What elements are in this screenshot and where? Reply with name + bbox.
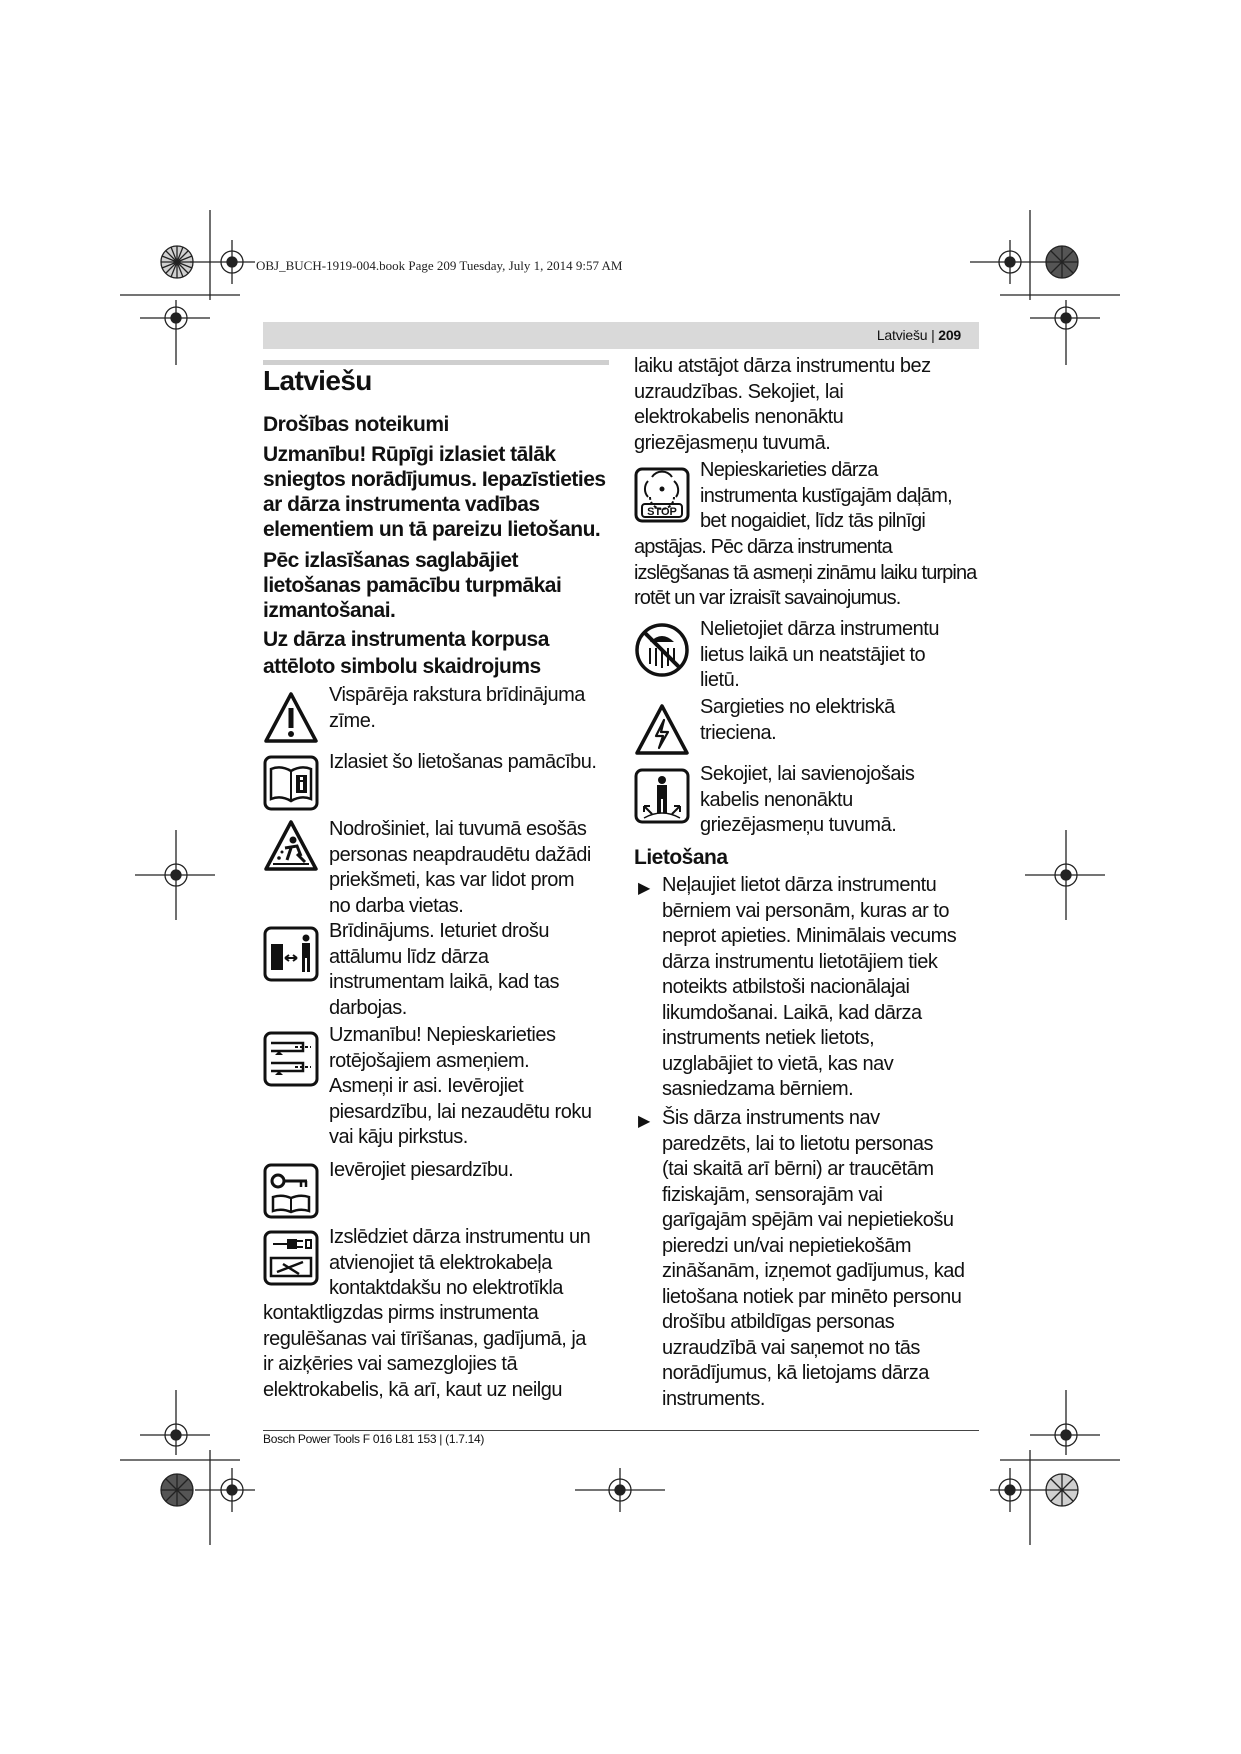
symbol-description-continuation <box>634 535 976 612</box>
text-line: attālumu līdz dārza <box>329 945 489 968</box>
text-line: norādījumus, kā lietojams dārza <box>662 1362 929 1384</box>
text-line: dārza instrumentu lietotājiem tiek <box>662 950 938 973</box>
text-line: regulēšanas vai tīrīšanas, gadījumā, ja <box>263 1327 586 1350</box>
page-number: 209 <box>938 327 961 343</box>
symbol-description <box>329 817 591 919</box>
text-line: Šis dārza instruments nav <box>662 1107 880 1129</box>
warning-triangle-icon <box>263 690 319 746</box>
continued-paragraph <box>634 354 931 456</box>
crosshair-icon <box>1030 1390 1100 1455</box>
text-line: elektrokabelis, kā arī, kaut uz neilgu <box>263 1378 562 1401</box>
text-line: Nodrošiniet, lai tuvumā esošās <box>329 818 587 840</box>
text-line: ir aizķēries vai samezglojies tā <box>263 1353 518 1375</box>
text-line: darbojas. <box>329 996 407 1019</box>
text-line: Uz dārza instrumenta korpusa <box>263 628 549 651</box>
text-line: izslēgšanas tā asmeņi zināmu laiku turpina <box>634 561 977 584</box>
symbol-description <box>700 458 952 535</box>
unplug-icon <box>263 1230 319 1286</box>
footer-rule <box>263 1430 979 1431</box>
text-line: (tai skaitā arī bērni) ar traucētām <box>662 1158 934 1180</box>
color-sunburst-icon <box>1046 246 1078 278</box>
stop-blades-icon <box>634 467 690 523</box>
warning-paragraph <box>263 442 606 542</box>
text-line: uzraudzībā vai saņemot no tās <box>662 1336 920 1359</box>
text-line: uzglabājiet to vietā, kas nav <box>662 1052 894 1075</box>
text-line: paredzēts, lai to lietotu personas <box>662 1132 933 1155</box>
text-line: fiziskajām, sensorajām vai <box>662 1183 883 1206</box>
electric-shock-icon <box>634 702 690 758</box>
color-sunburst-icon <box>1046 1474 1078 1506</box>
text-line: drošību atbildīgas personas <box>662 1311 895 1333</box>
caution-manual-icon <box>263 1163 319 1219</box>
text-line: elementiem un tā pareizu lietošanu. <box>263 518 601 541</box>
running-header <box>263 322 979 349</box>
symbol-description <box>329 750 597 776</box>
text-line: atvienojiet tā elektrokabeļa <box>329 1251 552 1274</box>
no-rain-icon <box>634 622 690 678</box>
text-line: priekšmeti, kas var lidot prom <box>329 869 575 891</box>
symbol-description <box>329 1158 513 1184</box>
color-sunburst-icon <box>161 246 193 278</box>
text-line: garīgajām spējām vai nepietiekošu <box>662 1209 954 1231</box>
safe-distance-icon <box>263 926 319 982</box>
text-line: griezējasmeņu tuvumā. <box>700 814 897 836</box>
text-line: no darba vietas. <box>329 894 464 917</box>
text-line: neprot apieties. Minimālais vecums <box>662 925 957 947</box>
text-line: instruments. <box>662 1387 765 1410</box>
header-separator: | <box>931 327 935 343</box>
symbol-description-continuation <box>263 1301 586 1403</box>
flying-debris-icon <box>263 818 319 874</box>
text-line: Sargieties no elektriskā <box>700 696 895 718</box>
text-line: apstājas. Pēc dārza instrumenta <box>634 536 892 558</box>
crosshair-icon <box>990 1468 1050 1512</box>
print-slug-line: OBJ_BUCH-1919-004.book Page 209 Tuesday, July 1, 2014 9:57 AM <box>256 258 623 273</box>
text-line: sasniedzama bērniem. <box>662 1078 854 1100</box>
crosshair-icon <box>1030 300 1100 365</box>
text-line: kabelis nenonāktu <box>700 788 853 811</box>
text-line: lietošanas pamācību turpmākai <box>263 574 562 597</box>
text-line: Pēc izlasīšanas saglabājiet <box>263 549 518 572</box>
text-line: Uzmanību! Rūpīgi izlasiet tālāk <box>263 443 556 466</box>
text-line: likumdošanai. Laikā, kad dārza <box>662 1001 922 1024</box>
text-line: piesardzību, lai nezaudētu roku <box>329 1100 592 1123</box>
cable-away-icon <box>634 768 690 824</box>
crosshair-icon <box>135 830 215 920</box>
header-language: Latviešu <box>876 327 928 343</box>
read-manual-icon <box>263 755 319 811</box>
text-line: pieredzi un/vai nepietiekošām <box>662 1234 911 1257</box>
text-line: instruments netiek lietots, <box>662 1027 875 1049</box>
crosshair-icon <box>190 240 255 284</box>
text-line: laiku atstājot dārza instrumentu bez <box>634 355 931 377</box>
text-line: Asmeņi ir asi. Ievērojiet <box>329 1075 524 1097</box>
crosshair-icon <box>195 1468 255 1512</box>
text-line: noteikts atbilstoši nacionālajai <box>662 976 910 998</box>
symbol-description <box>329 1023 591 1151</box>
text-line: lietošana notiek par minēto personu <box>662 1285 962 1308</box>
text-line: ar dārza instrumenta vadības <box>263 493 540 516</box>
text-line: Izslēdziet dārza instrumentu un <box>329 1226 591 1248</box>
text-line: rotējošajiem asmeņiem. <box>329 1049 530 1072</box>
storage-paragraph <box>263 548 561 623</box>
text-line: griezējasmeņu tuvumā. <box>634 431 831 454</box>
stop-badge-text: STOP <box>647 506 677 518</box>
symbols-heading <box>263 626 549 680</box>
text-line: vai kāju pirkstus. <box>329 1126 468 1148</box>
list-item <box>662 1106 965 1412</box>
crosshair-icon <box>140 300 210 365</box>
text-line: personas neapdraudētu dažādi <box>329 843 591 866</box>
text-line: Nepieskarieties dārza <box>700 459 878 481</box>
text-line: Ievērojiet piesardzību. <box>329 1159 514 1181</box>
page-title: Latviešu <box>263 365 372 396</box>
bullet-arrow-icon: ▶ <box>638 880 651 897</box>
bullet-arrow-icon: ▶ <box>638 1113 651 1130</box>
text-line: instrumenta kustīgajām daļām, <box>700 484 953 507</box>
text-line: Brīdinājums. Ieturiet drošu <box>329 920 549 942</box>
usage-heading: Lietošana <box>634 846 728 869</box>
text-line: lietus laikā un neatstājiet to <box>700 643 926 666</box>
text-line: kontaktligzdas pirms instrumenta <box>263 1302 539 1324</box>
footer-text: Bosch Power Tools F 016 L81 153 | (1.7.14) <box>263 1432 485 1446</box>
symbol-description <box>700 762 914 839</box>
text-line: elektrokabelis nenonāktu <box>634 406 844 428</box>
text-line: zīme. <box>329 709 376 732</box>
text-line: bet nogaidiet, līdz tās pilnīgi <box>700 510 926 532</box>
crosshair-icon <box>140 1390 210 1455</box>
header-page-label <box>877 327 961 343</box>
text-line: attēloto simbolu skaidrojums <box>263 655 541 678</box>
text-line: Izlasiet šo lietošanas pamācību. <box>329 751 597 773</box>
symbol-description <box>700 617 939 694</box>
text-line: izmantošanai. <box>263 599 396 622</box>
text-line: Sekojiet, lai savienojošais <box>700 763 915 785</box>
crosshair-icon <box>1025 830 1105 920</box>
rotating-blades-icon <box>263 1031 319 1087</box>
color-sunburst-icon <box>161 1474 193 1506</box>
text-line: trieciena. <box>700 721 777 744</box>
text-line: bērniem vai personām, kuras ar to <box>662 899 949 922</box>
text-line: lietū. <box>700 669 740 691</box>
crosshair-icon <box>970 240 1050 284</box>
text-line: uzraudzības. Sekojiet, lai <box>634 380 844 403</box>
text-line: instrumentam laikā, kad tas <box>329 971 559 993</box>
text-line: sniegtos norādījumus. Iepazīstieties <box>263 468 606 491</box>
symbol-description <box>329 919 559 1021</box>
symbol-description <box>700 695 895 746</box>
text-line: Vispārēja rakstura brīdinājuma <box>329 684 585 706</box>
crosshair-icon <box>575 1468 665 1512</box>
text-line: kontaktdakšu no elektrotīkla <box>329 1277 563 1299</box>
symbol-description <box>329 1225 590 1302</box>
list-item <box>662 873 956 1103</box>
section-heading: Drošības noteikumi <box>263 413 449 436</box>
text-line: Uzmanību! Nepieskarieties <box>329 1024 556 1046</box>
text-line: Nelietojiet dārza instrumentu <box>700 618 939 640</box>
text-line: Neļaujiet lietot dārza instrumentu <box>662 874 937 896</box>
text-line: zināšanām, izņemot gadījumus, kad <box>662 1260 965 1282</box>
text-line: rotēt un var izraisīt savainojumus. <box>634 587 901 609</box>
symbol-description <box>329 683 585 734</box>
